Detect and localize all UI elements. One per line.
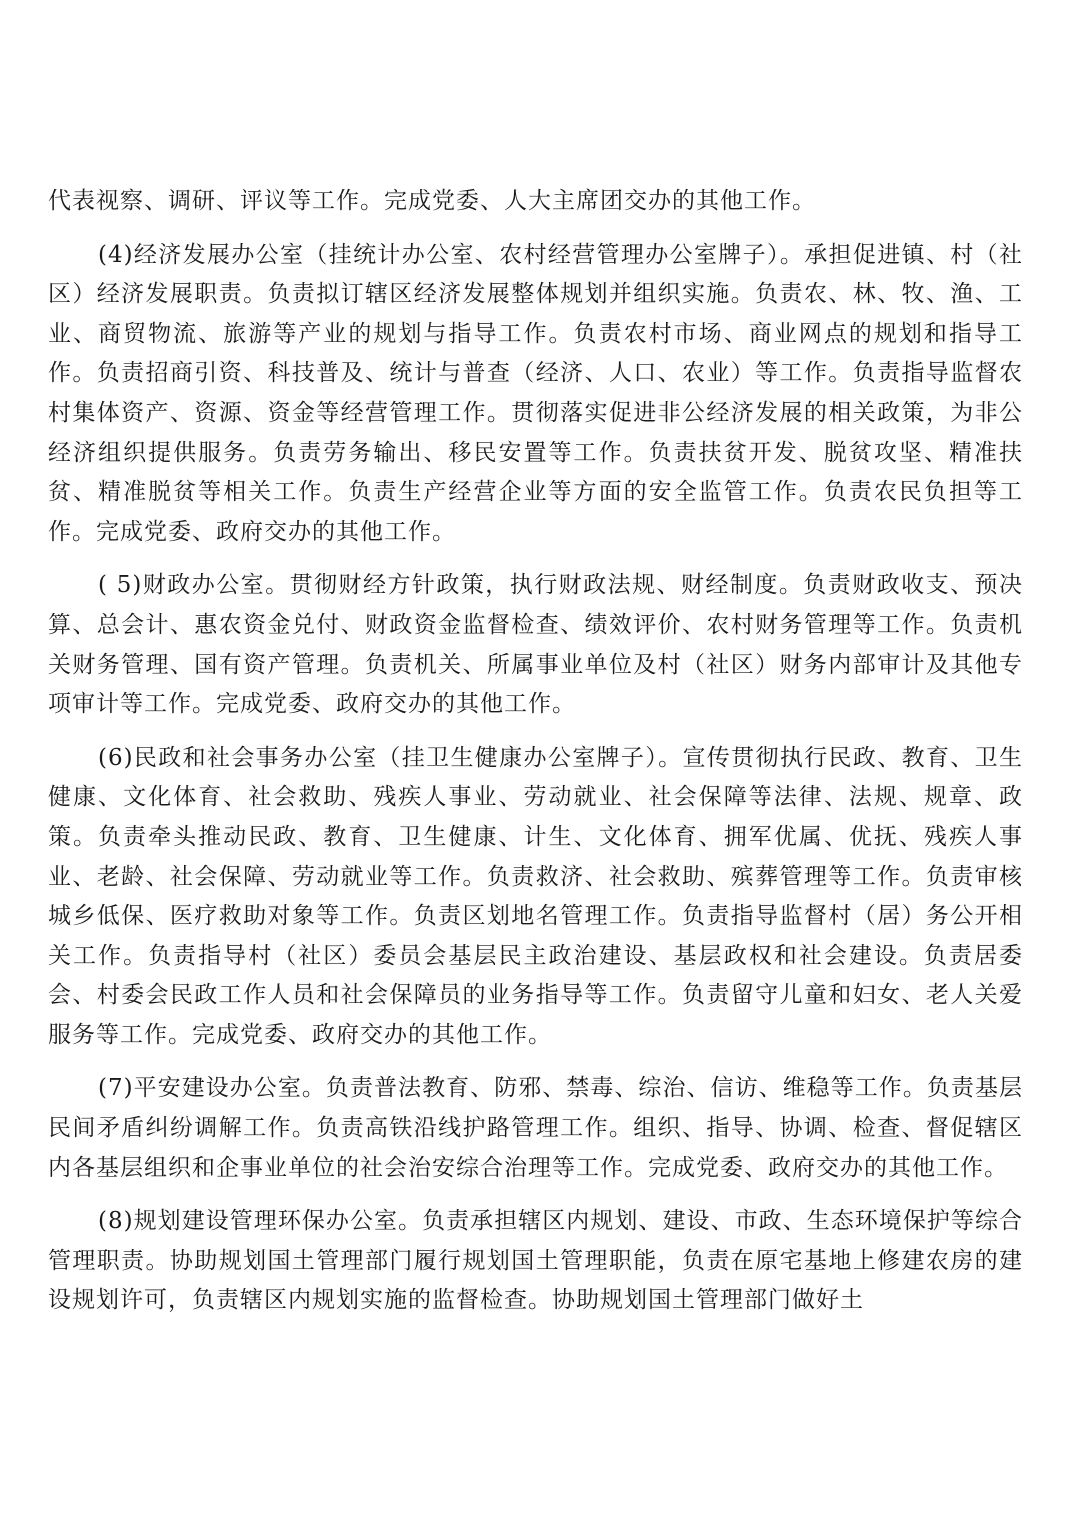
paragraph-planning-construction-office: (8)规划建设管理环保办公室。负责承担辖区内规划、建设、市政、生态环境保护等综合管理职责。协助规划国土管理部门履行规划国土管理职能，负责在原宅基地上修建农房的建设规划许可，负责辖区内规划实施的监督检查。协助规划国土管理部门做好土: [48, 1208, 1023, 1314]
paragraph-civil-affairs-office: (6)民政和社会事务办公室（挂卫生健康办公室牌子）。宣传贯彻执行民政、教育、卫生健康、文化体育、社会救助、残疾人事业、劳动就业、社会保障等法律、法规、规章、政策。负责牵头推动民政、教育、卫生健康、计生、文化体育、拥军优属、优抚、残疾人事业、老龄、社会保障、劳动就业等工作。负责救济、社会救助、殡葬管理等工作。负责审核城乡低保、医疗救助对象等工作。负责区划地名管理工作。负责指导监督村（居）务公开相关工作。负责指导村（社区）委员会基层民主政治建设、基层政权和社会建设。负责居委会、村委会民政工作人员和社会保障员的业务指导等工作。负责留守儿童和妇女、老人关爱服务等工作。完成党委、政府交办的其他工作。: [48, 744, 1023, 1048]
paragraph-economic-development-office: (4)经济发展办公室（挂统计办公室、农村经营管理办公室牌子）。承担促进镇、村（社区）经济发展职责。负责拟订辖区经济发展整体规划并组织实施。负责农、林、牧、渔、工业、商贸物流、旅游等产业的规划与指导工作。负责农村市场、商业网点的规划和指导工作。负责招商引资、科技普及、统计与普查（经济、人口、农业）等工作。负责指导监督农村集体资产、资源、资金等经营管理工作。贯彻落实促进非公经济发展的相关政策，为非公经济组织提供服务。负责劳务输出、移民安置等工作。负责扶贫开发、脱贫攻坚、精准扶贫、精准脱贫等相关工作。负责生产经营企业等方面的安全监管工作。负责农民负担等工作。完成党委、政府交办的其他工作。: [48, 241, 1023, 545]
paragraph-public-security-office: (7)平安建设办公室。负责普法教育、防邪、禁毒、综治、信访、维稳等工作。负责基层民间矛盾纠纷调解工作。负责高铁沿线护路管理工作。组织、指导、协调、检查、督促辖区内各基层组织和企事业单位的社会治安综合治理等工作。完成党委、政府交办的其他工作。: [48, 1075, 1023, 1181]
paragraph-continuation: 代表视察、调研、评议等工作。完成党委、人大主席团交办的其他工作。: [48, 188, 816, 214]
paragraph-finance-office: ( 5)财政办公室。贯彻财经方针政策，执行财政法规、财经制度。负责财政收支、预决算、总会计、惠农资金兑付、财政资金监督检查、绩效评价、农村财务管理等工作。负责机关财务管理、国有资产管理。负责机关、所属事业单位及村（社区）财务内部审计及其他专项审计等工作。完成党委、政府交办的其他工作。: [48, 572, 1023, 718]
document-body: [48, 182, 1023, 1335]
